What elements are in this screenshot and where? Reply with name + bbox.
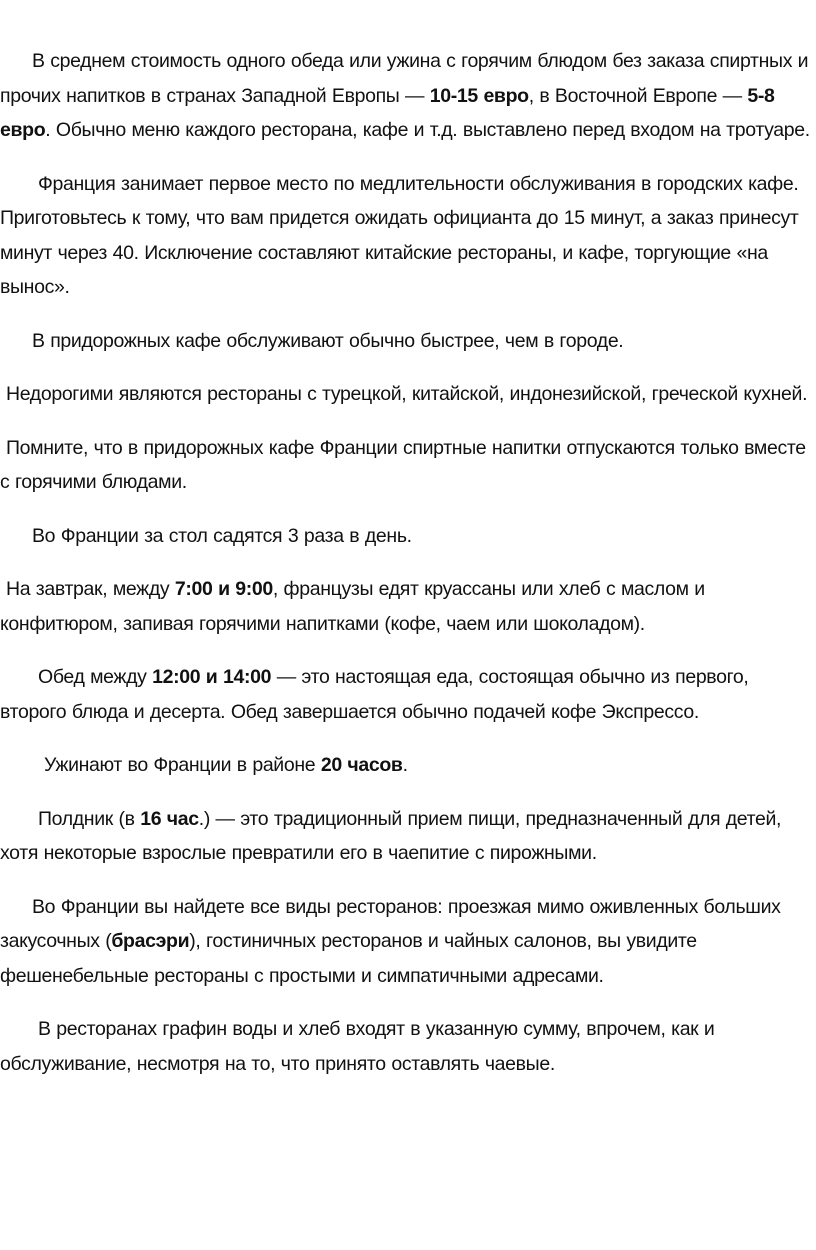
bold-text: 12:00 и 14:00 [152,666,272,688]
text-run: На завтрак, между [6,578,175,600]
text-run: Во Франции за стол садятся 3 раза в день. [32,524,412,547]
text-run: Франция занимает первое место по медлительности обслуживания в городских кафе. Приготовьтесь к тому, что вам придется ожидать официанта до 15 минут, а заказ принесут минут через 40. Исключение составляют китайские рестораны, и кафе, торгующие «на вынос». [0,172,799,298]
bold-text: 20 часов [320,754,403,776]
paragraph [0,572,816,641]
text-run: В придорожных кафе обслуживают обычно быстрее, чем в городе. [32,329,624,352]
text-run: , французы едят круассаны или хлеб с маслом и конфитюром, запивая горячими напитками (кофе, чаем или шоколадом). [0,578,705,635]
bold-text: 10-15 евро [429,84,529,107]
bold-text: 5-8 евро [0,84,775,141]
bold-text: 7:00 и 9:00 [174,578,273,600]
paragraph [0,324,816,359]
paragraph [0,377,816,412]
text-run: Обед между [38,666,153,688]
paragraph [0,519,816,554]
paragraph [0,44,816,148]
text-run: Во Франции вы найдете все виды ресторанов: проезжая мимо оживленных больших закусочных ( [0,895,781,952]
bold-text: 16 час [140,807,199,830]
bold-text: брасэри [111,930,190,952]
text-run: В ресторанах графин воды и хлеб входят в указанную сумму, впрочем, как и обслуживание, несмотря на то, что принято оставлять чаевые. [0,1018,715,1075]
text-run: ), гостиничных ресторанов и чайных салонов, вы увидите фешенебельные рестораны с простыми и симпатичными адресами. [0,930,697,987]
text-run: В среднем стоимость одного обеда или ужина с горячим блюдом без заказа спиртных и прочих напитков в странах Западной Европы — [0,50,809,107]
text-run: Ужинают во Франции в районе [44,754,321,776]
paragraph [0,660,816,729]
paragraph [0,1012,816,1081]
paragraph [0,431,816,500]
text-run: — это настоящая еда, состоящая обычно из первого, второго блюда и десерта. Обед завершается обычно подачей кофе Экспрессо. [0,666,749,723]
paragraph [0,748,816,783]
paragraph [0,167,816,305]
text-run: . Обычно меню каждого ресторана, кафе и т.д. выставлено перед входом на тротуаре. [45,119,810,141]
text-run: Помните, что в придорожных кафе Франции спиртные напитки отпускаются только вместе с горячими блюдами. [0,436,806,493]
text-run: . [402,754,408,776]
paragraph [0,802,816,871]
document-body [0,44,816,1081]
text-run: Недорогими являются рестораны с турецкой, китайской, индонезийской, греческой кухней. [6,383,808,405]
text-run: , в Восточной Европе — [528,84,748,107]
text-run: .) — это традиционный прием пищи, предназначенный для детей, хотя некоторые взрослые превратили его в чаепитие с пирожными. [0,807,782,864]
text-run: Полдник (в [38,807,141,830]
paragraph [0,890,816,994]
